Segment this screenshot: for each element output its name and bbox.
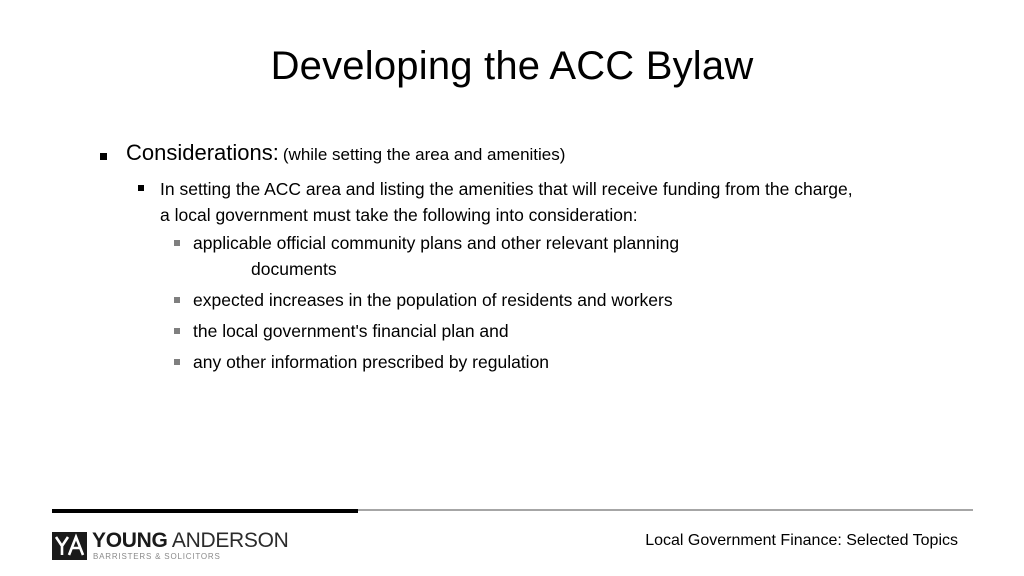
footer-divider-accent <box>52 509 358 513</box>
logo-mark-icon <box>52 532 87 560</box>
list-item: any other information prescribed by regulation <box>193 352 550 372</box>
considerations-line <box>126 140 565 166</box>
list-item: expected increases in the population of residents and workers <box>193 290 673 310</box>
logo-tagline: BARRISTERS & SOLICITORS <box>93 552 221 561</box>
considerations-note: (while setting the area and amenities) <box>282 145 566 164</box>
slide-title: Developing the ACC Bylaw <box>270 44 754 88</box>
logo-word-young: YOUNG <box>92 529 168 552</box>
bullet-square-icon <box>138 185 144 191</box>
level2-paragraph: In setting the ACC area and listing the amenities that will receive funding from the charge, a local government must take the following into consideration: <box>160 179 853 225</box>
logo-wordmark <box>92 529 289 553</box>
list-item-text: applicable official community plans and other relevant planning <box>193 233 680 253</box>
bullet-square-icon <box>100 153 107 160</box>
bullet-square-gray-icon <box>174 328 180 334</box>
considerations-heading: Considerations: <box>126 140 279 165</box>
list-item-continuation: documents <box>251 259 337 279</box>
list-item: the local government's financial plan and <box>193 321 509 341</box>
bullet-square-gray-icon <box>174 359 180 365</box>
bullet-square-gray-icon <box>174 240 180 246</box>
logo-word-anderson: ANDERSON <box>171 529 289 552</box>
bullet-square-gray-icon <box>174 297 180 303</box>
list-item <box>193 230 679 256</box>
footer-caption: Local Government Finance: Selected Topics <box>645 532 958 549</box>
